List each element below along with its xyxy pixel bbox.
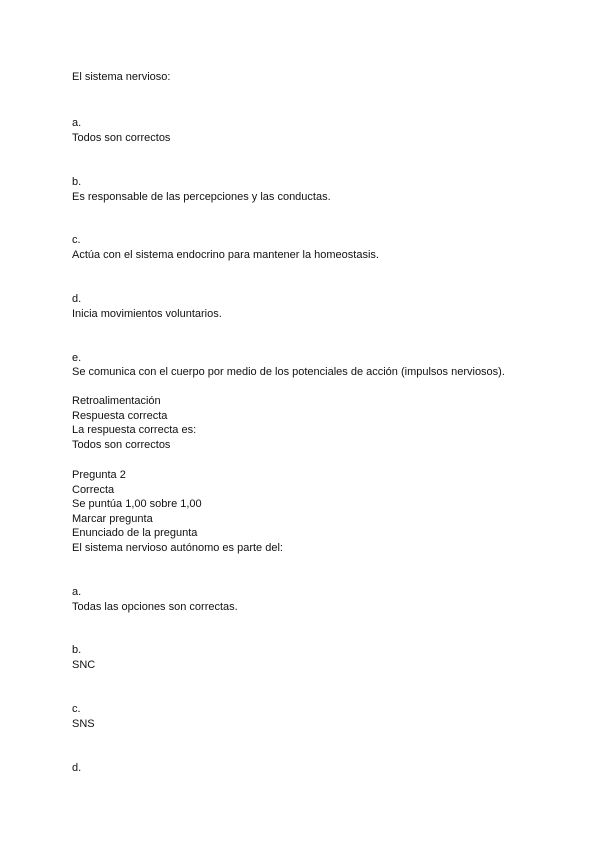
feedback-answer-intro: La respuesta correcta es: [72,424,197,436]
question2-stem: El sistema nervioso autónomo es parte del: [72,542,283,554]
question1-option-b-letter: b. [72,176,82,188]
feedback-result: Respuesta correcta [72,410,168,422]
question2-option-b-letter: b. [72,644,82,656]
question2-option-d-letter: d. [72,762,82,774]
flag-question-link[interactable]: Marcar pregunta [72,513,153,525]
question1-option-c-text[interactable]: Actúa con el sistema endocrino para mantener la homeostasis. [72,249,379,261]
question2-number: Pregunta 2 [72,469,126,481]
question2-status: Correcta [72,484,115,496]
feedback-heading: Retroalimentación [72,395,161,407]
question1-option-d-text[interactable]: Inicia movimientos voluntarios. [72,308,222,320]
question2-option-c-letter: c. [72,703,81,715]
question2-option-a-text[interactable]: Todas las opciones son correctas. [72,601,238,613]
question1-option-c-letter: c. [72,234,81,246]
question1-option-b-text[interactable]: Es responsable de las percepciones y las conductas. [72,191,331,203]
question1-option-a-text[interactable]: Todos son correctos [72,132,171,144]
feedback-answer: Todos son correctos [72,439,171,451]
question1-stem: El sistema nervioso: [72,71,171,83]
question2-option-c-text[interactable]: SNS [72,718,95,730]
question2-option-a-letter: a. [72,586,82,598]
question2-option-b-text[interactable]: SNC [72,659,96,671]
question1-option-d-letter: d. [72,293,82,305]
question1-option-e-letter: e. [72,352,82,364]
question2-score: Se puntúa 1,00 sobre 1,00 [72,498,202,510]
question1-option-a-letter: a. [72,117,82,129]
question2-statement-label: Enunciado de la pregunta [72,527,198,539]
question1-option-e-text[interactable]: Se comunica con el cuerpo por medio de los potenciales de acción (impulsos nerviosos). [72,366,505,378]
